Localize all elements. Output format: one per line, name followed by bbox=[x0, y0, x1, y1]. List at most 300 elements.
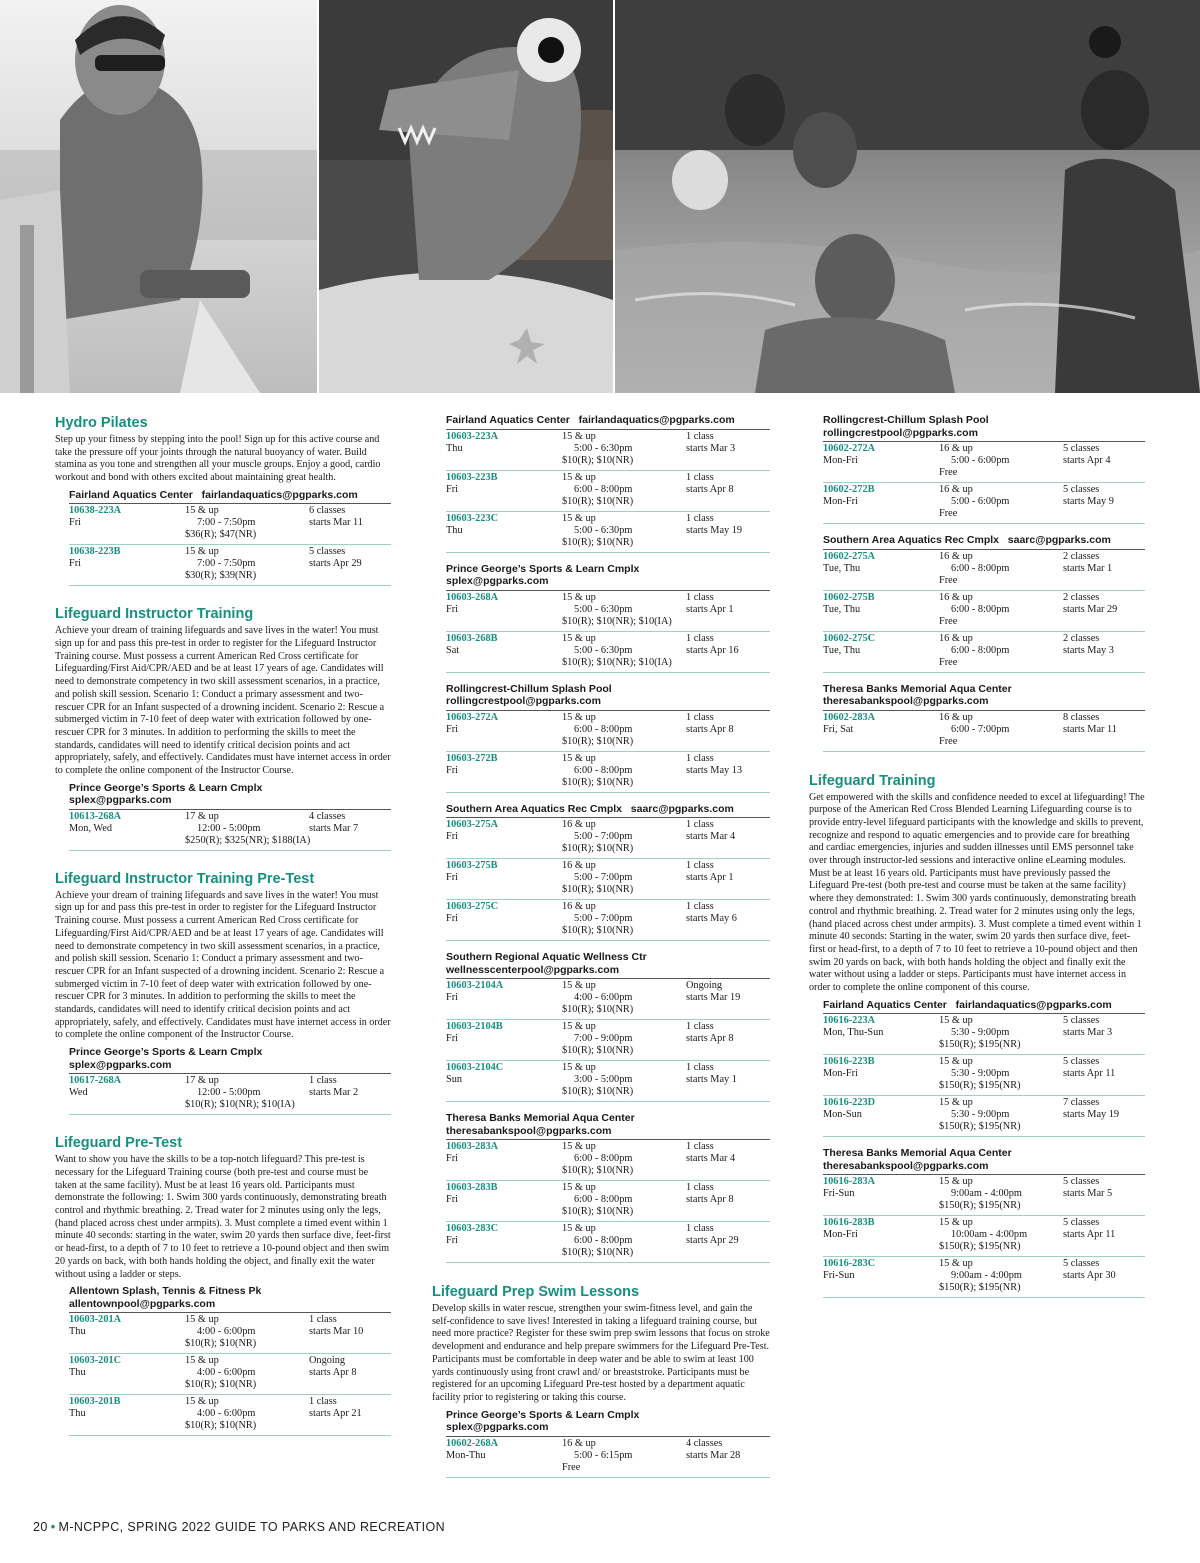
class-code: 10603-272B bbox=[446, 752, 498, 764]
location-header bbox=[823, 414, 1145, 442]
class-days: Mon-Fri bbox=[823, 1068, 858, 1080]
class-time: 6:00 - 8:00pm bbox=[574, 764, 633, 776]
footer-bullet: • bbox=[50, 1520, 56, 1534]
class-time: 6:00 - 8:00pm bbox=[951, 562, 1010, 574]
location-email: rollingcrestpool@pgparks.com bbox=[446, 695, 601, 707]
class-count: 5 classes bbox=[1063, 1258, 1100, 1270]
class-count: 5 classes bbox=[309, 546, 346, 558]
class-days: Sun bbox=[446, 1074, 463, 1085]
class-count: 1 class bbox=[686, 471, 714, 483]
class-start: starts Mar 11 bbox=[309, 517, 363, 529]
class-days: Fri-Sun bbox=[823, 1270, 855, 1282]
class-start: starts May 9 bbox=[1063, 496, 1114, 507]
course-title: Lifeguard Training bbox=[809, 772, 936, 789]
location-gap bbox=[809, 524, 1145, 534]
class-time: 5:30 - 9:00pm bbox=[951, 1068, 1010, 1080]
class-age: 17 & up bbox=[185, 1075, 219, 1087]
class-fee: $150(R); $195(NR) bbox=[939, 1200, 1021, 1212]
location-email: splex@pgparks.com bbox=[69, 1058, 172, 1071]
class-row bbox=[69, 1395, 391, 1436]
class-age: 15 & up bbox=[562, 512, 596, 524]
course-description: Step up your fitness by stepping into the pool! Sign up for this active course and take the pressure off your joints through the natural buoyancy of water. Build stamina as you tone and strengthen all your muscle groups. Enjoy a good, cardio workout and bond with others excited about maintaining great health. bbox=[55, 434, 381, 484]
class-count: Ongoing bbox=[686, 980, 723, 991]
class-count: 1 class bbox=[686, 1182, 714, 1193]
class-start: starts Apr 4 bbox=[1063, 455, 1111, 466]
location-header bbox=[446, 803, 770, 819]
class-time: 12:00 - 5:00pm bbox=[197, 1087, 261, 1099]
class-code: 10603-275A bbox=[446, 819, 499, 830]
class-age: 15 & up bbox=[562, 752, 596, 764]
class-time: 5:00 - 6:00pm bbox=[951, 455, 1010, 466]
class-fee: $10(R); $10(NR) bbox=[562, 495, 634, 507]
class-code: 10603-275B bbox=[446, 860, 498, 871]
class-start: starts Mar 10 bbox=[309, 1326, 364, 1338]
class-code: 10617-268A bbox=[69, 1075, 122, 1087]
class-age: 15 & up bbox=[562, 591, 596, 603]
class-start: starts Apr 11 bbox=[1063, 1229, 1116, 1241]
class-start: starts Mar 4 bbox=[686, 831, 736, 842]
class-age: 16 & up bbox=[939, 711, 973, 723]
location-email: wellnesscenterpool@pgparks.com bbox=[446, 963, 620, 976]
class-count: 2 classes bbox=[1063, 632, 1100, 644]
class-age: 16 & up bbox=[939, 550, 973, 562]
class-time: 9:00am - 4:00pm bbox=[951, 1188, 1022, 1200]
class-time: 7:00 - 9:00pm bbox=[574, 1033, 633, 1044]
class-code: 10616-223A bbox=[823, 1015, 876, 1027]
course-section bbox=[432, 1263, 770, 1478]
class-count: 1 class bbox=[309, 1314, 337, 1326]
class-code: 10602-275B bbox=[823, 591, 875, 603]
class-row bbox=[823, 591, 1145, 632]
course-section bbox=[809, 752, 1145, 1299]
class-age: 15 & up bbox=[562, 711, 596, 723]
location-name: Theresa Banks Memorial Aqua Center bbox=[446, 1112, 635, 1124]
class-count: 1 class bbox=[686, 1021, 714, 1032]
class-age: 15 & up bbox=[562, 1182, 596, 1193]
class-days: Fri bbox=[69, 558, 82, 570]
class-row bbox=[823, 632, 1145, 673]
class-days: Mon-Fri bbox=[823, 496, 858, 507]
class-start: starts Apr 29 bbox=[686, 1235, 739, 1246]
class-row bbox=[823, 1055, 1145, 1096]
class-fee: $10(R); $10(NR) bbox=[562, 925, 634, 936]
location-name: Rollingcrest-Chillum Splash Pool bbox=[446, 682, 612, 695]
class-age: 15 & up bbox=[939, 1056, 973, 1068]
section-gap bbox=[809, 752, 1145, 772]
class-fee: $10(R); $10(NR) bbox=[185, 1420, 257, 1432]
class-time: 5:00 - 7:00pm bbox=[574, 872, 633, 883]
class-start: starts Mar 7 bbox=[309, 822, 359, 834]
class-start: starts May 19 bbox=[686, 524, 743, 536]
class-days: Wed bbox=[69, 1087, 88, 1099]
class-code: 10602-275C bbox=[823, 632, 876, 644]
location-email: allentownpool@pgparks.com bbox=[69, 1297, 216, 1310]
class-start: starts Mar 5 bbox=[1063, 1188, 1113, 1200]
lifeguard-photo bbox=[0, 0, 317, 393]
class-code: 10602-283A bbox=[823, 711, 876, 723]
class-list bbox=[69, 504, 391, 586]
class-code: 10603-268B bbox=[446, 632, 498, 644]
class-start: starts May 6 bbox=[686, 913, 737, 924]
class-row bbox=[69, 810, 391, 851]
class-start: starts Mar 1 bbox=[1063, 562, 1113, 574]
class-count: 1 class bbox=[686, 1141, 714, 1152]
class-code: 10602-272A bbox=[823, 443, 876, 454]
class-days: Fri bbox=[446, 1235, 459, 1246]
class-count: 1 class bbox=[686, 591, 714, 603]
class-list bbox=[823, 1014, 1145, 1137]
location-gap bbox=[432, 941, 770, 951]
location-name: Southern Area Aquatics Rec Cmplx bbox=[823, 534, 1000, 546]
location-header bbox=[446, 563, 770, 591]
class-fee: $150(R); $195(NR) bbox=[939, 1282, 1021, 1294]
class-row bbox=[69, 1313, 391, 1354]
class-row bbox=[446, 430, 770, 471]
class-days: Fri bbox=[446, 764, 459, 776]
class-count: 1 class bbox=[686, 819, 714, 830]
class-start: starts Apr 8 bbox=[686, 1033, 734, 1044]
class-time: 3:00 - 5:00pm bbox=[574, 1074, 633, 1085]
class-age: 16 & up bbox=[939, 443, 973, 454]
class-days: Tue, Thu bbox=[823, 562, 861, 574]
class-code: 10603-2104C bbox=[446, 1062, 504, 1073]
class-start: starts Apr 8 bbox=[686, 723, 734, 735]
class-start: starts Apr 11 bbox=[1063, 1068, 1116, 1080]
class-age: 15 & up bbox=[562, 430, 596, 442]
class-list bbox=[446, 979, 770, 1102]
class-code: 10603-223C bbox=[446, 512, 499, 524]
course-section bbox=[432, 414, 770, 1263]
class-days: Fri bbox=[446, 992, 459, 1003]
class-code: 10603-223B bbox=[446, 471, 498, 483]
class-count: 4 classes bbox=[309, 810, 346, 822]
class-time: 10:00am - 4:00pm bbox=[951, 1229, 1028, 1241]
course-description: Achieve your dream of training lifeguards and save lives in the water! You must sign up for and pass this pre-test in order to register for the Lifeguard Instructor Training course. Must possess a current American Red Cross certificate for Lifeguarding/First Aid/CPR/AED and be at least 17 years of age. Candidates will need to demonstrate competency in two skill assessment scenarios, in a practice, and polish skill session. Scenario 1: Conduct a primary assessment and two-rescuer CPR for an Infant suspected of a drowning incident. Scenario 2: Rescue a submerged victim in 7-10 feet of deep water with extrication followed by one-rescuer CPR for 3 minutes. In addition to performing the skills to meet the standards, candidates will need to identify critical decision points and act appropriately, safely, and effectively. Candidates must have internet access in order to complete the online component of the Instructor Course. bbox=[55, 889, 391, 1041]
class-start: starts Apr 8 bbox=[686, 483, 734, 495]
class-count: 1 class bbox=[686, 430, 714, 442]
class-row bbox=[446, 752, 770, 793]
class-count: 1 class bbox=[686, 901, 714, 912]
class-fee: $10(R); $10(NR) bbox=[562, 735, 634, 747]
location-header bbox=[446, 951, 770, 979]
course-description: Want to show you have the skills to be a top-notch lifeguard? This pre-test is necessary for the Lifeguard Training course (both pre-test and course must be taken at the same facility). Must be at least 16 years old. Participants must demonstrate the following: 1. Swim 300 yards continuously, demonstrating breath control and rhythmic breathing. 2. Tread water for 2 minutes using only the legs, (hand placed across chest under armpits). 3. Must complete a timed event within 1 minute 40 seconds: starting in the water, swim 20 yards then surface dive, feet-first or head-first, to a depth of 7 to 10 feet to retrieve a 10-pound object and then swim 20 yards on back, with both hands holding the object, and finally exit the water without using a ladder or steps. bbox=[55, 1154, 391, 1280]
class-time: 6:00 - 8:00pm bbox=[574, 1235, 633, 1246]
class-time: 5:00 - 6:30pm bbox=[574, 644, 633, 656]
class-start: starts Mar 3 bbox=[686, 442, 736, 454]
column-1 bbox=[55, 414, 391, 1436]
location-email: theresabankspool@pgparks.com bbox=[823, 695, 989, 707]
class-days: Mon-Thu bbox=[446, 1449, 486, 1461]
class-count: 5 classes bbox=[1063, 443, 1100, 454]
class-time: 6:00 - 7:00pm bbox=[951, 723, 1010, 735]
class-row bbox=[446, 979, 770, 1020]
class-row bbox=[823, 1257, 1145, 1298]
class-count: 1 class bbox=[686, 1223, 714, 1234]
class-code: 10603-272A bbox=[446, 711, 499, 723]
class-age: 16 & up bbox=[939, 632, 973, 644]
class-time: 6:00 - 8:00pm bbox=[951, 603, 1010, 615]
class-days: Fri bbox=[446, 603, 459, 615]
location-header bbox=[69, 782, 391, 810]
class-fee: Free bbox=[939, 735, 958, 747]
class-row bbox=[446, 818, 770, 859]
location-gap bbox=[809, 1137, 1145, 1147]
class-days: Fri bbox=[446, 483, 459, 495]
course-section bbox=[55, 586, 391, 850]
course-description: Achieve your dream of training lifeguards and save lives in the water! You must sign up for and pass this pre-test in order to register for the Lifeguard Instructor Training course. Must possess a current American Red Cross certificate for Lifeguarding/First Aid/CPR/AED and be at least 17 years of age. Candidates will need to demonstrate competency in two skill assessment scenarios, in a practice, and polish skill session. Scenario 1: Conduct a primary assessment and two-rescuer CPR for an Infant suspected of a drowning incident. Scenario 2: Rescue a submerged victim in 7-10 feet of deep water with extrication followed by one-rescuer CPR for 3 minutes. In addition to performing the skills to meet the standards, candidates will need to identify critical decision points and act appropriately, safely, and effectively. Candidates must have internet access in order to complete the online component of the Instructor Course. bbox=[55, 625, 391, 777]
class-fee: $150(R); $195(NR) bbox=[939, 1121, 1021, 1133]
location-header bbox=[823, 1147, 1145, 1175]
class-days: Mon-Sun bbox=[823, 1109, 862, 1121]
location-header bbox=[69, 1046, 391, 1074]
class-days: Mon, Thu-Sun bbox=[823, 1027, 884, 1039]
class-time: 4:00 - 6:00pm bbox=[197, 1326, 256, 1338]
class-time: 5:30 - 9:00pm bbox=[951, 1027, 1010, 1039]
class-time: 9:00am - 4:00pm bbox=[951, 1270, 1022, 1282]
footer-title: M-NCPPC, SPRING 2022 GUIDE TO PARKS AND RECREATION bbox=[58, 1520, 446, 1534]
class-row bbox=[446, 591, 770, 632]
class-row bbox=[446, 1061, 770, 1102]
class-time: 5:00 - 7:00pm bbox=[574, 913, 633, 924]
class-age: 15 & up bbox=[939, 1217, 973, 1229]
class-count: 6 classes bbox=[309, 505, 346, 517]
class-days: Thu bbox=[446, 442, 463, 454]
location-email: fairlandaquatics@pgparks.com bbox=[201, 488, 358, 501]
class-count: 1 class bbox=[686, 752, 714, 764]
location-gap bbox=[432, 553, 770, 563]
course-title: Lifeguard Instructor Training Pre-Test bbox=[55, 870, 315, 887]
class-days: Tue, Thu bbox=[823, 603, 861, 615]
course-description: Get empowered with the skills and confidence needed to excel at lifeguarding! The purpose of the American Red Cross Blended Learning Lifeguarding course is to provide entry-level lifeguard participants with the knowledge and skills to prevent, recognize and respond to aquatic emergencies and to provide care for breathing and cardiac emergencies, injuries and sudden illnesses until EMS personnel take over through instructor-led sessions and interactive online eLearning modules. Must be at least 16 years old. Participants must have previously passed the Lifeguard Pre-test (both pre-test and course must be taken at the same facility) where they demonstrated: 1. Swim 300 yards continuously, demonstrating breath control and rhythmic breathing. 2. Tread water for 2 minutes using only the legs, (hand placed across chest under armpits). 3. Must complete a timed event within 1 minute 40 seconds: Starting in the water, swim 20 yards then surface dive, feet-first or head-first, to a depth of 7 to 10 feet to retrieve a 10-pound object and then swim 20 yards on back, with both hands holding the object and finally exit the water without using a ladder or steps. Participants must have internet access in order to complete the online component of this course. bbox=[809, 791, 1145, 994]
class-count: 4 classes bbox=[686, 1437, 723, 1449]
class-count: 1 class bbox=[686, 711, 714, 723]
class-fee: $36(R); $47(NR) bbox=[185, 529, 257, 541]
location-email: splex@pgparks.com bbox=[446, 1421, 549, 1434]
class-age: 15 & up bbox=[562, 471, 596, 483]
class-row bbox=[446, 1437, 770, 1478]
course-section bbox=[55, 414, 391, 586]
course-title: Lifeguard Instructor Training bbox=[55, 606, 254, 623]
class-fee: $10(R); $10(NR) bbox=[562, 843, 634, 854]
class-age: 15 & up bbox=[939, 1176, 973, 1188]
class-time: 12:00 - 5:00pm bbox=[197, 822, 261, 834]
class-start: starts Apr 1 bbox=[686, 603, 734, 615]
class-list bbox=[823, 1175, 1145, 1298]
class-time: 6:00 - 8:00pm bbox=[574, 483, 633, 495]
class-list bbox=[446, 430, 770, 553]
page-footer bbox=[33, 1520, 445, 1534]
class-count: 2 classes bbox=[1063, 591, 1100, 603]
class-row bbox=[823, 1014, 1145, 1055]
class-fee: $10(R); $10(NR) bbox=[185, 1338, 257, 1350]
class-age: 15 & up bbox=[562, 980, 596, 991]
class-row bbox=[823, 442, 1145, 483]
class-age: 15 & up bbox=[939, 1015, 973, 1027]
class-time: 5:00 - 6:30pm bbox=[574, 442, 633, 454]
class-days: Fri bbox=[69, 517, 82, 529]
class-start: starts Mar 19 bbox=[686, 992, 741, 1003]
class-age: 15 & up bbox=[562, 632, 596, 644]
class-age: 15 & up bbox=[939, 1097, 973, 1109]
class-count: 5 classes bbox=[1063, 1056, 1100, 1068]
location-header bbox=[823, 683, 1145, 711]
class-age: 15 & up bbox=[939, 1258, 973, 1270]
class-start: starts Mar 29 bbox=[1063, 603, 1118, 615]
class-start: starts Mar 28 bbox=[686, 1449, 741, 1461]
class-fee: $10(R); $10(NR); $10(IA) bbox=[562, 656, 672, 668]
class-list bbox=[823, 442, 1145, 524]
class-row bbox=[823, 1096, 1145, 1137]
class-row bbox=[69, 504, 391, 545]
location-name: Southern Area Aquatics Rec Cmplx bbox=[446, 802, 623, 815]
class-row bbox=[69, 545, 391, 586]
class-start: starts Apr 8 bbox=[309, 1367, 357, 1379]
class-code: 10616-283C bbox=[823, 1258, 876, 1270]
class-row bbox=[446, 1222, 770, 1263]
location-email: theresabankspool@pgparks.com bbox=[446, 1124, 612, 1137]
class-code: 10602-268A bbox=[446, 1437, 499, 1449]
class-code: 10616-223B bbox=[823, 1056, 875, 1068]
class-code: 10603-201A bbox=[69, 1314, 122, 1326]
location-header bbox=[823, 534, 1145, 550]
class-fee: $10(R); $10(NR) bbox=[562, 884, 634, 895]
class-time: 4:00 - 6:00pm bbox=[197, 1367, 256, 1379]
location-name: Prince George’s Sports & Learn Cmplx bbox=[69, 781, 263, 794]
location-name: Theresa Banks Memorial Aqua Center bbox=[823, 1147, 1012, 1160]
location-name: Fairland Aquatics Center bbox=[446, 414, 570, 426]
location-gap bbox=[809, 673, 1145, 683]
class-start: starts Mar 11 bbox=[1063, 723, 1117, 735]
location-email: rollingcrestpool@pgparks.com bbox=[823, 426, 978, 439]
class-fee: $10(R); $10(NR) bbox=[562, 776, 634, 788]
class-time: 7:00 - 7:50pm bbox=[197, 517, 256, 529]
location-name: Fairland Aquatics Center bbox=[823, 998, 947, 1011]
location-header bbox=[69, 1285, 391, 1313]
column-3 bbox=[809, 414, 1145, 1298]
section-gap bbox=[55, 851, 391, 870]
class-age: 15 & up bbox=[185, 505, 219, 517]
class-count: 1 class bbox=[309, 1396, 337, 1408]
class-row bbox=[446, 900, 770, 941]
class-count: 5 classes bbox=[1063, 1217, 1100, 1229]
class-code: 10638-223A bbox=[69, 505, 122, 517]
class-fee: $150(R); $195(NR) bbox=[939, 1241, 1021, 1253]
class-days: Fri bbox=[446, 1194, 459, 1205]
class-fee: $10(R); $10(NR) bbox=[562, 1086, 634, 1097]
class-fee: $10(R); $10(NR) bbox=[562, 536, 634, 548]
location-email: fairlandaquatics@pgparks.com bbox=[955, 998, 1112, 1011]
class-code: 10603-275C bbox=[446, 901, 499, 912]
location-email: splex@pgparks.com bbox=[69, 794, 172, 807]
location-email: theresabankspool@pgparks.com bbox=[823, 1159, 989, 1172]
class-row bbox=[446, 1140, 770, 1181]
class-code: 10603-283A bbox=[446, 1141, 499, 1152]
course-description: Develop skills in water rescue, strengthen your swim-fitness level, and gain the self-confidence to save lives! Interested in taking a lifeguard training course, but need more practice? Register for these swim prep swim lessons that focus on stroke development and endurance and help prepare swimmers for the Lifeguard Pre-Test. Participants must be comfortable in deep water and be able to swim at least 100 yards continuously using front crawl and/ or breaststroke. Participants must be registered for an upcoming Lifeguard Pre-test hosted by a department aquatic facility prior to registering or taking this course. bbox=[432, 1303, 770, 1403]
class-code: 10638-223B bbox=[69, 546, 121, 558]
class-start: starts Mar 3 bbox=[1063, 1027, 1113, 1039]
course-title: Hydro Pilates bbox=[55, 415, 148, 431]
class-row bbox=[823, 1175, 1145, 1216]
course-section bbox=[55, 851, 391, 1115]
class-age: 15 & up bbox=[185, 1355, 219, 1367]
class-row bbox=[446, 1181, 770, 1222]
class-row bbox=[446, 632, 770, 673]
class-code: 10603-2104B bbox=[446, 1021, 503, 1032]
course-title: Lifeguard Prep Swim Lessons bbox=[432, 1284, 640, 1300]
class-list bbox=[69, 810, 391, 851]
class-code: 10603-201B bbox=[69, 1396, 121, 1408]
class-fee: Free bbox=[939, 615, 958, 627]
class-fee: $30(R); $39(NR) bbox=[185, 570, 257, 582]
course-section bbox=[809, 414, 1145, 752]
location-name: Southern Regional Aquatic Wellness Ctr bbox=[446, 951, 647, 963]
class-row bbox=[446, 512, 770, 553]
column-2 bbox=[432, 414, 770, 1478]
class-code: 10603-283B bbox=[446, 1182, 498, 1193]
alligator-fountain-photo bbox=[319, 0, 613, 393]
class-days: Fri-Sun bbox=[823, 1188, 855, 1200]
class-code: 10616-223D bbox=[823, 1097, 876, 1109]
class-start: starts Mar 4 bbox=[686, 1153, 736, 1164]
class-time: 5:30 - 9:00pm bbox=[951, 1109, 1010, 1121]
class-row bbox=[446, 471, 770, 512]
class-list bbox=[823, 711, 1145, 752]
class-start: starts Apr 30 bbox=[1063, 1270, 1116, 1282]
class-code: 10602-272B bbox=[823, 484, 875, 495]
class-days: Fri bbox=[446, 872, 459, 883]
location-gap bbox=[432, 1102, 770, 1112]
class-fee: Free bbox=[939, 467, 958, 478]
class-fee: Free bbox=[939, 508, 958, 519]
class-days: Mon-Fri bbox=[823, 455, 858, 466]
class-days: Thu bbox=[69, 1408, 86, 1420]
location-gap bbox=[432, 673, 770, 683]
class-days: Fri bbox=[446, 723, 459, 735]
location-name: Rollingcrest-Chillum Splash Pool bbox=[823, 414, 989, 426]
class-fee: Free bbox=[562, 1461, 581, 1473]
class-age: 15 & up bbox=[185, 1314, 219, 1326]
class-age: 15 & up bbox=[562, 1223, 596, 1234]
class-fee: $10(R); $10(NR) bbox=[562, 1165, 634, 1176]
class-time: 5:00 - 6:30pm bbox=[574, 603, 633, 615]
class-code: 10603-283C bbox=[446, 1223, 499, 1234]
class-days: Fri bbox=[446, 831, 459, 842]
class-code: 10603-268A bbox=[446, 591, 499, 603]
class-age: 15 & up bbox=[185, 1396, 219, 1408]
class-count: 8 classes bbox=[1063, 711, 1100, 723]
class-start: starts Apr 16 bbox=[686, 644, 739, 656]
class-code: 10616-283B bbox=[823, 1217, 875, 1229]
class-start: starts May 19 bbox=[1063, 1109, 1120, 1121]
location-gap bbox=[432, 793, 770, 803]
class-start: starts Apr 8 bbox=[686, 1194, 734, 1205]
class-time: 7:00 - 7:50pm bbox=[197, 558, 256, 570]
class-row bbox=[823, 711, 1145, 752]
swimmers-pool-photo bbox=[615, 0, 1200, 393]
class-days: Tue, Thu bbox=[823, 644, 861, 656]
location-header bbox=[446, 414, 770, 430]
class-days: Mon, Wed bbox=[69, 822, 113, 834]
class-fee: $10(R); $10(NR); $10(IA) bbox=[562, 615, 672, 627]
class-fee: $10(R); $10(NR); $10(IA) bbox=[185, 1099, 295, 1111]
course-section bbox=[55, 1115, 391, 1436]
class-fee: $10(R); $10(NR) bbox=[562, 1004, 634, 1015]
class-days: Fri bbox=[446, 1033, 459, 1044]
class-fee: $10(R); $10(NR) bbox=[562, 1206, 634, 1217]
class-list bbox=[446, 818, 770, 941]
class-days: Fri bbox=[446, 1153, 459, 1164]
class-count: 5 classes bbox=[1063, 1015, 1100, 1027]
